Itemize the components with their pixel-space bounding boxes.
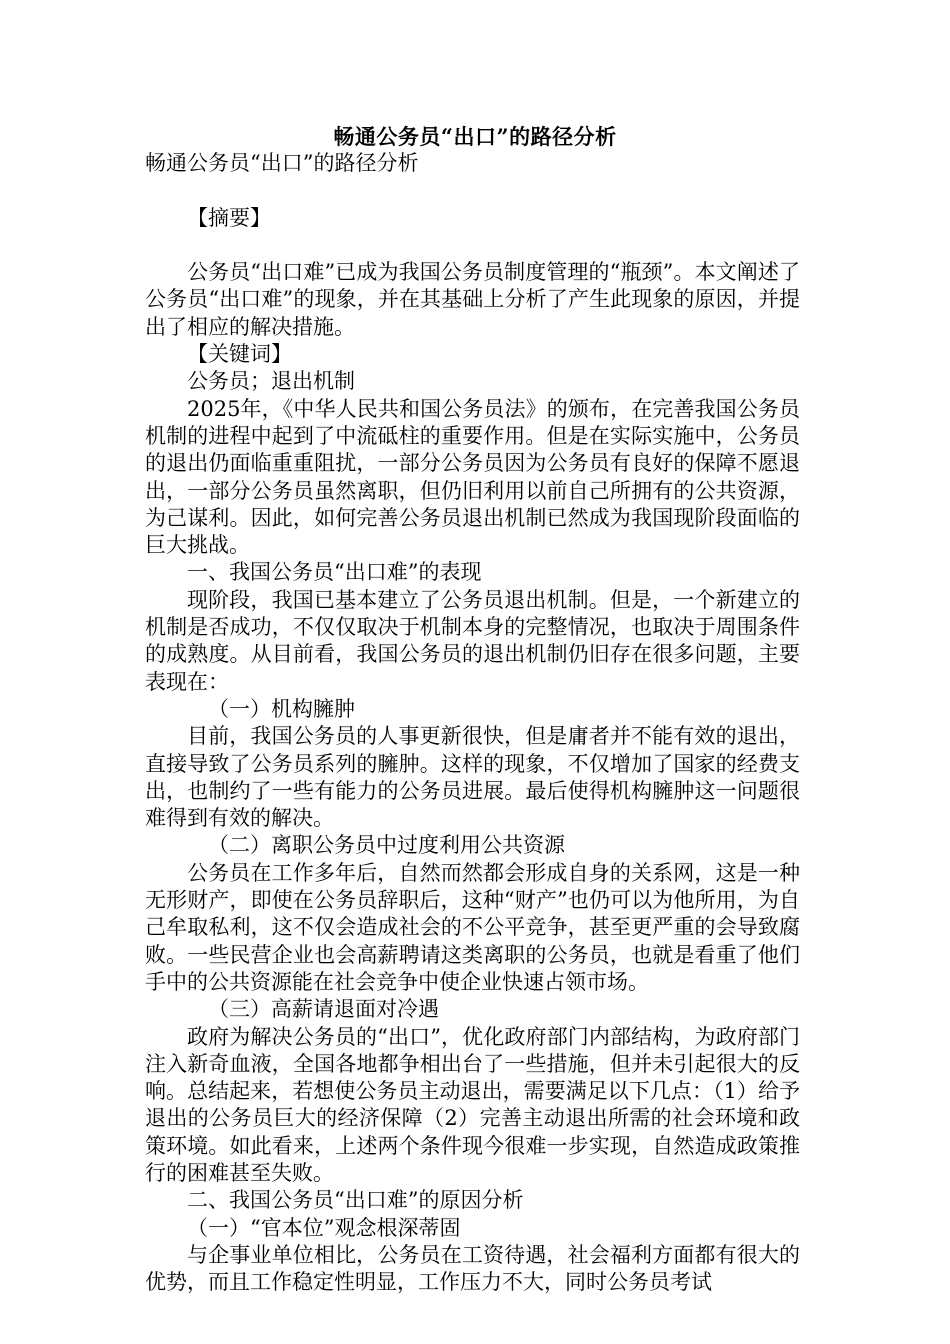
document-subtitle: 畅通公务员“出口”的路径分析 — [145, 151, 419, 175]
keywords-paragraph: 公务员；退出机制 — [187, 369, 355, 394]
section-heading: 二、我国公务员“出口难”的原因分析 — [187, 1188, 524, 1213]
subsection-paragraph: 公务员在工作多年后，自然而然都会形成自身的关系网，这是一种无形财产，即使在公务员辞职后，这种“财产”也仍可以为他所用，为自己牟取私利，这不仅会造成社会的不公平竞争，甚至更严重的会导致腐败。一些民营企业也会高薪聘请这类离职的公务员，也就是看重了他们手中的公共资源能在社会竞争中使企业快速占领市场。 — [145, 860, 800, 994]
subsection-heading: （二）离职公务员中过度利用公共资源 — [208, 833, 565, 858]
document-body — [145, 150, 800, 1296]
subsection-paragraph: 政府为解决公务员的“出口”，优化政府部门内部结构，为政府部门注入新奇血液，全国各地都争相出台了一些措施，但并未引起很大的反响。总结起来，若想使公务员主动退出，需要满足以下几点：（1）给予退出的公务员巨大的经济保障（2）完善主动退出所需的社会环境和政策环境。如此看来，上述两个条件现今很难一步实现，自然造成政策推行的困难甚至失败。 — [145, 1024, 800, 1185]
keywords-heading: 【关键词】 — [187, 342, 292, 367]
document-title: 畅通公务员“出口”的路径分析 — [333, 124, 617, 149]
subsection-paragraph: 与企事业单位相比，公务员在工资待遇，社会福利方面都有很大的优势，而且工作稳定性明显，工作压力不大，同时公务员考试 — [145, 1242, 800, 1295]
subsection-paragraph: 目前，我国公务员的人事更新很快，但是庸者并不能有效的退出，直接导致了公务员系列的臃肿。这样的现象，不仅增加了国家的经费支出，也制约了一些有能力的公务员进展。最后使得机构臃肿这一问题很难得到有效的解决。 — [145, 724, 800, 831]
abstract-heading: 【摘要】 — [187, 205, 271, 230]
blank-line — [145, 232, 800, 259]
intro-paragraph: 2025年，《中华人民共和国公务员法》的颁布，在完善我国公务员机制的进程中起到了中流砥柱的重要作用。但是在实际实施中，公务员的退出仍面临重重阻扰，一部分公务员因为公务员有良好的保障不愿退出，一部分公务员虽然离职，但仍旧利用以前自己所拥有的公共资源，为己谋利。因此，如何完善公务员退出机制已然成为我国现阶段面临的巨大挑战。 — [145, 396, 800, 558]
abstract-paragraph: 公务员“出口难”已成为我国公务员制度管理的“瓶颈”。本文阐述了公务员“出口难”的现象，并在其基础上分析了产生此现象的原因，并提出了相应的解决措施。 — [145, 260, 800, 339]
section-paragraph: 现阶段，我国已基本建立了公务员退出机制。但是，一个新建立的机制是否成功，不仅仅取决于机制本身的完整情况，也取决于周围条件的成熟度。从目前看，我国公务员的退出机制仍旧存在很多问题，主要表现在： — [145, 587, 800, 694]
subsection-heading: （三）高薪请退面对冷遇 — [208, 997, 439, 1022]
subsection-heading: （一）“官本位”观念根深蒂固 — [187, 1215, 461, 1240]
subsection-heading: （一）机构臃肿 — [208, 696, 355, 721]
section-heading: 一、我国公务员“出口难”的表现 — [187, 560, 482, 585]
blank-line — [145, 177, 800, 204]
